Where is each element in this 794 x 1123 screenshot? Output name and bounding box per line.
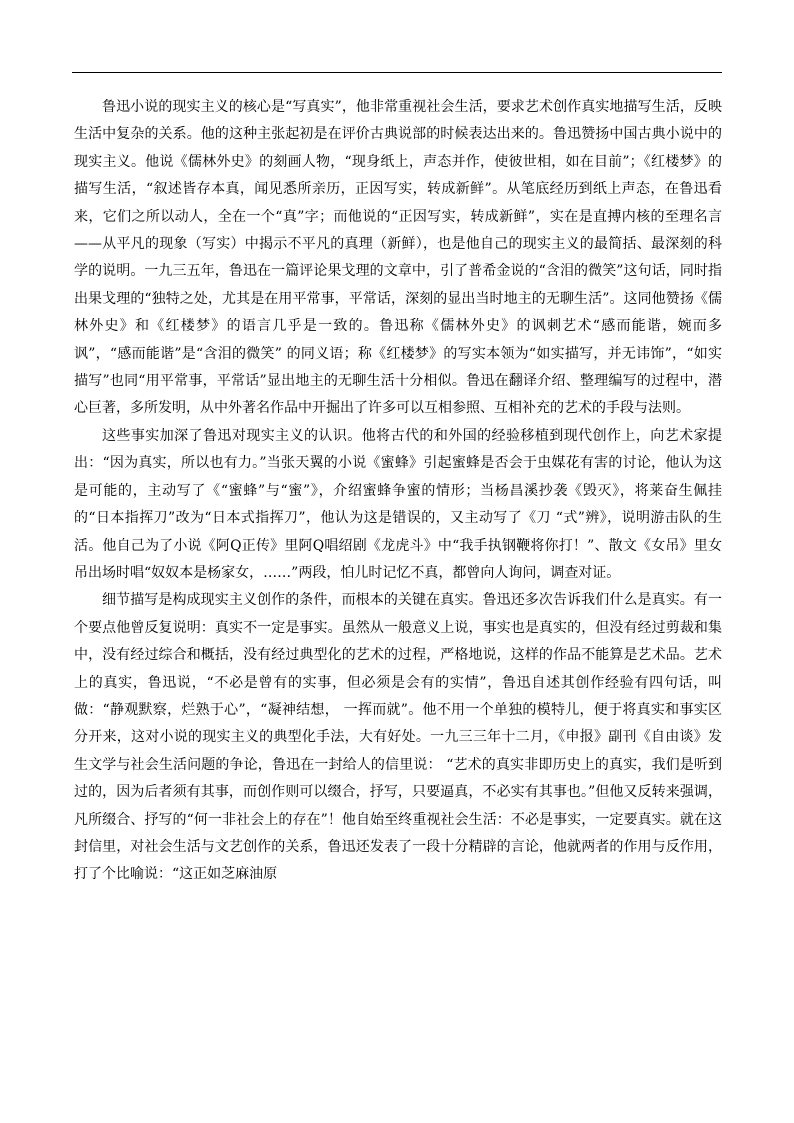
paragraph-2: 这些事实加深了鲁迅对现实主义的认识。他将古代的和外国的经验移植到现代创作上，向艺术家提出：“因为真实，所以也有力。”当张天翼的小说《蜜蜂》引起蜜蜂是否会于虫媒花有害的讨论，他认为这是可能的，主动写了《“蜜蜂”与“蜜”》，介绍蜜蜂争蜜的情形；当杨昌溪抄袭《毁灭》，将莱奋生佩挂的“日本指挥刀”改为“日本式指挥刀”，他认为这是错误的，又主动写了《刀 “式”辨》，说明游击队的生活。他自己为了小说《阿Q正传》里阿Q唱绍剧《龙虎斗》中“我手执钢鞭将你打！”、散文《女吊》里女吊出场时唱“奴奴本是杨家女，……”两段，怕儿时记忆不真，都曾向人询问，调查对证。 xyxy=(74,427,722,581)
article-body xyxy=(74,94,722,889)
header-rule xyxy=(72,72,722,73)
paragraph-3: 细节描写是构成现实主义创作的条件，而根本的关键在真实。鲁迅还多次告诉我们什么是真实。有一个要点他曾反复说明：真实不一定是事实。虽然从一般意义上说，事实也是真实的，但没有经过剪裁和集中，没有经过综合和概括，没有经过典型化的艺术的过程，严格地说，这样的作品不能算是艺术品。艺术上的真实，鲁迅说，“不必是曾有的实事，但必须是会有的实情”，鲁迅自述其创作经验有四句话，叫做：“静观默察，烂熟于心”，“凝神结想， 一挥而就”。他不用一个单独的模特儿，便于将真实和事实区分开来，这对小说的现实主义的典型化手法，大有好处。一九三三年十二月，《申报》副刊《自由谈》发生文学与社会生活问题的争论，鲁迅在一封给人的信里说： “艺术的真实非即历史上的真实，我们是听到过的，因为后者须有其事，而创作则可以缀合，抒写，只要逼真，不必实有其事也。”但他又反转来强调，凡所缀合、抒写的“何一非社会上的存在”！他自始至终重视社会生活：不必是事实，一定要真实。就在这封信里，对社会生活与文艺创作的关系，鲁迅还发表了一段十分精辟的言论，他就两者的作用与反作用，打了个比喻说：“这正如芝麻油原 xyxy=(74,592,722,883)
paragraph-1: 鲁迅小说的现实主义的核心是“写真实”，他非常重视社会生活，要求艺术创作真实地描写生活，反映生活中复杂的关系。他的这种主张起初是在评价古典说部的时候表达出来的。鲁迅赞扬中国古典小说中的现实主义。他说《儒林外史》的刻画人物，“现身纸上，声态并作，使彼世相，如在目前”；《红楼梦》的描写生活，“叙述皆存本真，闻见悉所亲历，正因写实，转成新鲜”。从笔底经历到纸上声态，在鲁迅看来，它们之所以动人，全在一个“真”字；而他说的“正因写实，转成新鲜”，实在是直搏内核的至理名言——从平凡的现象（写实）中揭示不平凡的真理（新鲜），也是他自己的现实主义的最简括、最深刻的科学的说明。一九三五年，鲁迅在一篇评论果戈理的文章中，引了普希金说的“含泪的微笑”这句话，同时指出果戈理的“独特之处，尤其是在用平常事，平常话，深刻的显出当时地主的无聊生活”。这同他赞扬《儒林外史》和《红楼梦》的语言几乎是一致的。鲁迅称《儒林外史》的讽刺艺术“感而能谐，婉而多讽”，“感而能谐”是“含泪的微笑” 的同义语；称《红楼梦》的写实本领为“如实描写，并无讳饰”，“如实描写”也同“用平常事，平常话”显出地主的无聊生活十分相似。鲁迅在翻译介绍、整理编写的过程中，潜心巨著，多所发明，从中外著名作品中开掘出了许多可以互相参照、互相补充的艺术的手段与法则。 xyxy=(74,99,722,417)
